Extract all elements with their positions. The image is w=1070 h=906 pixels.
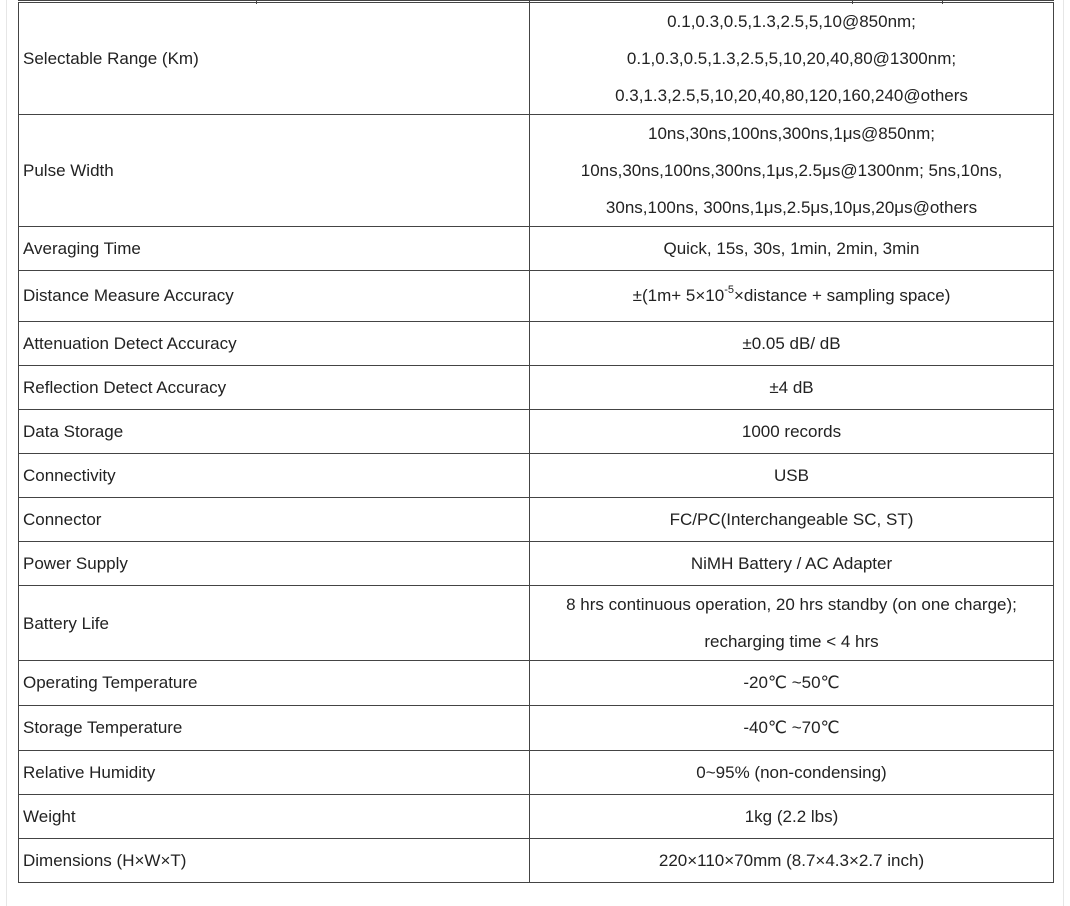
table-row [19,795,1054,839]
spec-label: Power Supply [19,542,530,586]
spec-label: Reflection Detect Accuracy [19,366,530,410]
spec-label: Operating Temperature [19,661,530,706]
spec-label: Weight [19,795,530,839]
page-border-left [6,0,7,906]
spec-value-line: 0.1,0.3,0.5,1.3,2.5,5,10@850nm; [667,12,916,31]
spec-value-part: ×distance + sampling space) [733,286,951,305]
table-row [19,410,1054,454]
spec-value: Quick, 15s, 30s, 1min, 2min, 3min [530,227,1054,271]
spec-value [530,271,1054,322]
spec-label: Storage Temperature [19,706,530,751]
spec-value-part: ±(1m+ 5×10 [632,286,725,305]
spec-value-line: 10ns,30ns,100ns,300ns,1μs@850nm; [648,124,935,143]
spec-value: ±0.05 dB/ dB [530,322,1054,366]
spec-value: 220×110×70mm (8.7×4.3×2.7 inch) [530,839,1054,883]
spec-value [530,115,1054,227]
spec-label: Dimensions (H×W×T) [19,839,530,883]
table-row [19,3,1054,115]
spec-label: Distance Measure Accuracy [19,271,530,322]
spec-value: ±4 dB [530,366,1054,410]
table-row [19,839,1054,883]
spec-label: Battery Life [19,586,530,661]
spec-label: Data Storage [19,410,530,454]
spec-label: Connector [19,498,530,542]
table-row [19,706,1054,751]
spec-value-line: 8 hrs continuous operation, 20 hrs standby (on one charge); [566,595,1017,614]
spec-label: Averaging Time [19,227,530,271]
spec-value-line: recharging time < 4 hrs [704,632,879,651]
spec-label: Pulse Width [19,115,530,227]
table-row [19,586,1054,661]
page-border-right [1063,0,1064,906]
specifications-table [18,2,1054,883]
spec-value-line: 30ns,100ns, 300ns,1μs,2.5μs,10μs,20μs@others [605,198,978,217]
spec-value: 1000 records [530,410,1054,454]
table-row [19,454,1054,498]
table-row [19,661,1054,706]
table-row [19,366,1054,410]
spec-value: -40℃ ~70℃ [530,706,1054,751]
spec-value: USB [530,454,1054,498]
spec-label: Selectable Range (Km) [19,3,530,115]
spec-value: 0~95% (non-condensing) [530,751,1054,795]
spec-value: NiMH Battery / AC Adapter [530,542,1054,586]
spec-label: Relative Humidity [19,751,530,795]
table-row [19,115,1054,227]
spec-value-line: 0.1,0.3,0.5,1.3,2.5,5,10,20,40,80@1300nm; [626,49,957,68]
table-row [19,498,1054,542]
spec-value: FC/PC(Interchangeable SC, ST) [530,498,1054,542]
spec-label: Connectivity [19,454,530,498]
spec-value-line: 0.3,1.3,2.5,5,10,20,40,80,120,160,240@others [615,86,968,105]
spec-value [530,586,1054,661]
table-row [19,271,1054,322]
table-row [19,542,1054,586]
spec-value: -20℃ ~50℃ [530,661,1054,706]
spec-value-line: 10ns,30ns,100ns,300ns,1μs,2.5μs@1300nm; 5ns,10ns, [580,161,1003,180]
spec-label: Attenuation Detect Accuracy [19,322,530,366]
exponent: -5 [724,284,734,297]
spec-value [530,3,1054,115]
spec-value: 1kg (2.2 lbs) [530,795,1054,839]
table-row [19,322,1054,366]
table-row [19,227,1054,271]
table-row [19,751,1054,795]
